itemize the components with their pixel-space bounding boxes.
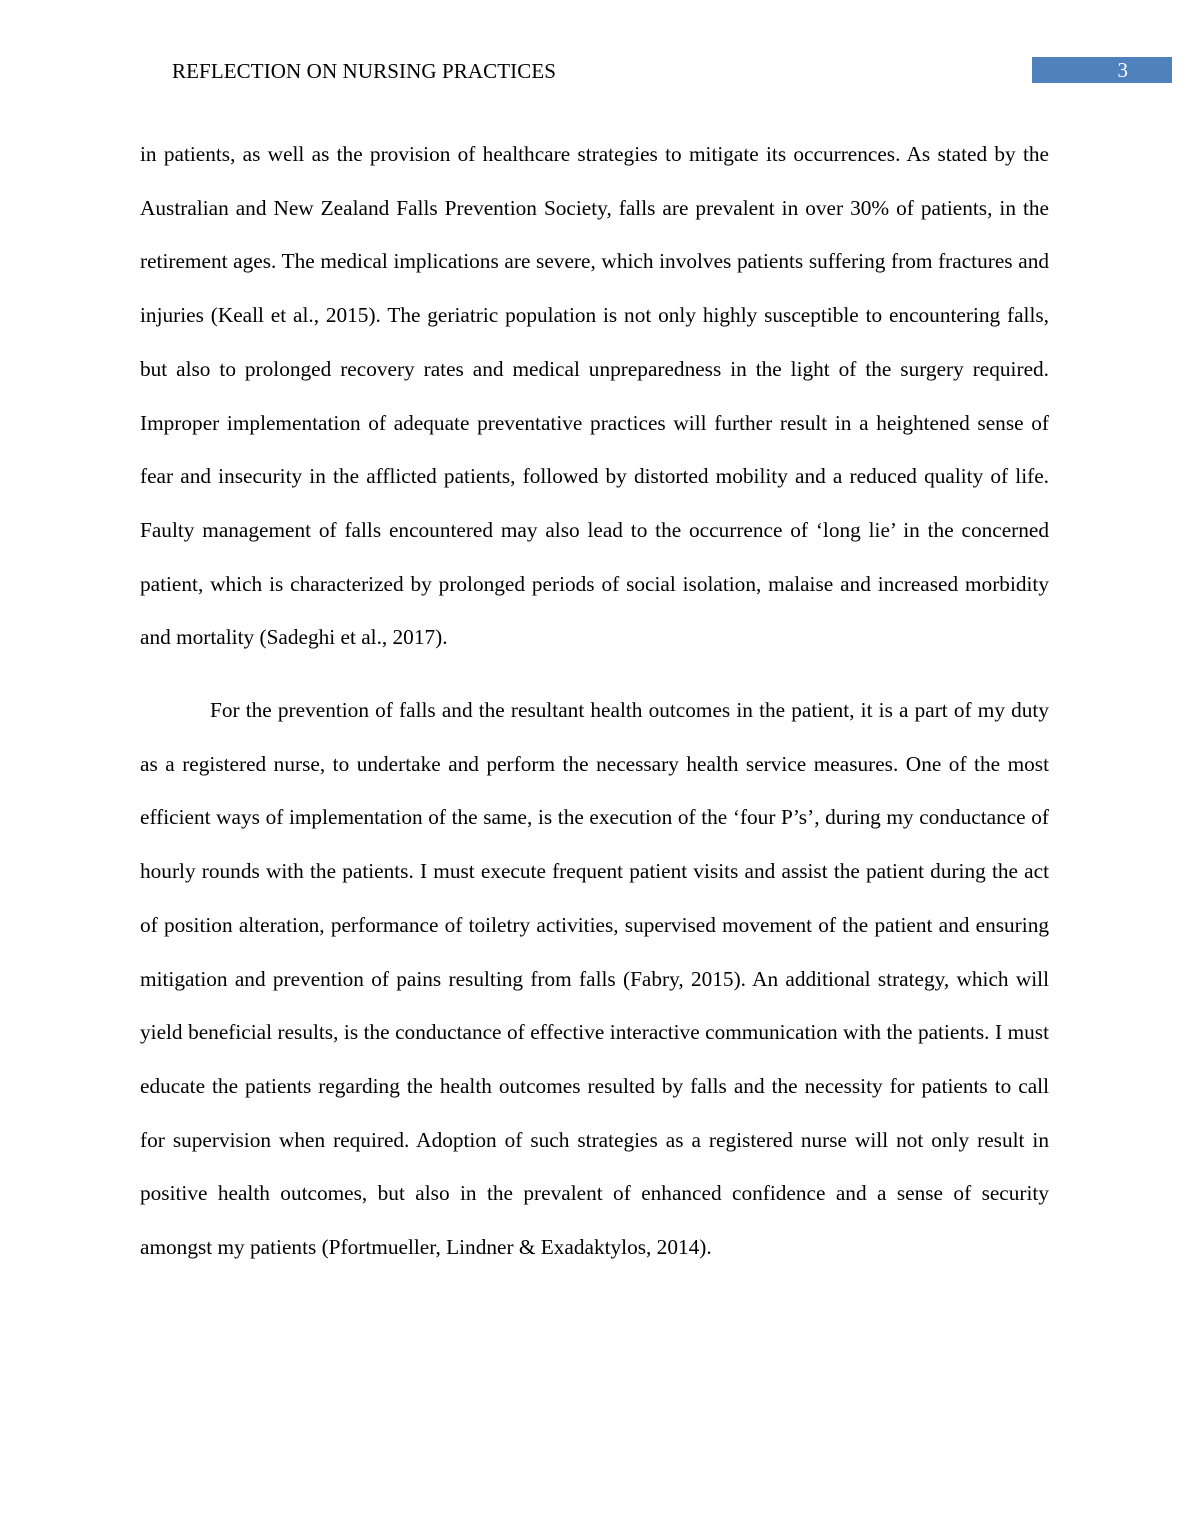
running-head: REFLECTION ON NURSING PRACTICES <box>172 59 557 83</box>
paragraph-1: in patients, as well as the provision of healthcare strategies to mitigate its occurrences. As stated by the Australian and New Zealand Falls Prevention Society, falls are prevalent in over 30% of patients, in the retirement ages. The medical implications are severe, which involves patients suffering from fractures and injuries (Keall et al., 2015). The geriatric population is not only highly susceptible to encountering falls, but also to prolonged recovery rates and medical unpreparedness in the light of the surgery required. Improper implementation of adequate preventative practices will further result in a heightened sense of fear and insecurity in the afflicted patients, followed by distorted mobility and a reduced quality of life. Faulty management of falls encountered may also lead to the occurrence of ‘long lie’ in the concerned patient, which is characterized by prolonged periods of social isolation, malaise and increased morbidity and mortality (Sadeghi et al., 2017). <box>140 142 1049 650</box>
page-number-box <box>1032 57 1172 83</box>
page-number: 3 <box>1117 58 1128 82</box>
body-text <box>140 128 1049 1275</box>
paragraph-2: For the prevention of falls and the resultant health outcomes in the patient, it is a part of my duty as a registered nurse, to undertake and perform the necessary health service measures. One of the most efficient ways of implementation of the same, is the execution of the ‘four P’s’, during my conductance of hourly rounds with the patients. I must execute frequent patient visits and assist the patient during the act of position alteration, performance of toiletry activities, supervised movement of the patient and ensuring mitigation and prevention of pains resulting from falls (Fabry, 2015). An additional strategy, which will yield beneficial results, is the conductance of effective interactive communication with the patients. I must educate the patients regarding the health outcomes resulted by falls and the necessity for patients to call for supervision when required. Adoption of such strategies as a registered nurse will not only result in positive health outcomes, but also in the prevalent of enhanced confidence and a sense of security amongst my patients (Pfortmueller, Lindner & Exadaktylos, 2014). <box>140 698 1049 1260</box>
